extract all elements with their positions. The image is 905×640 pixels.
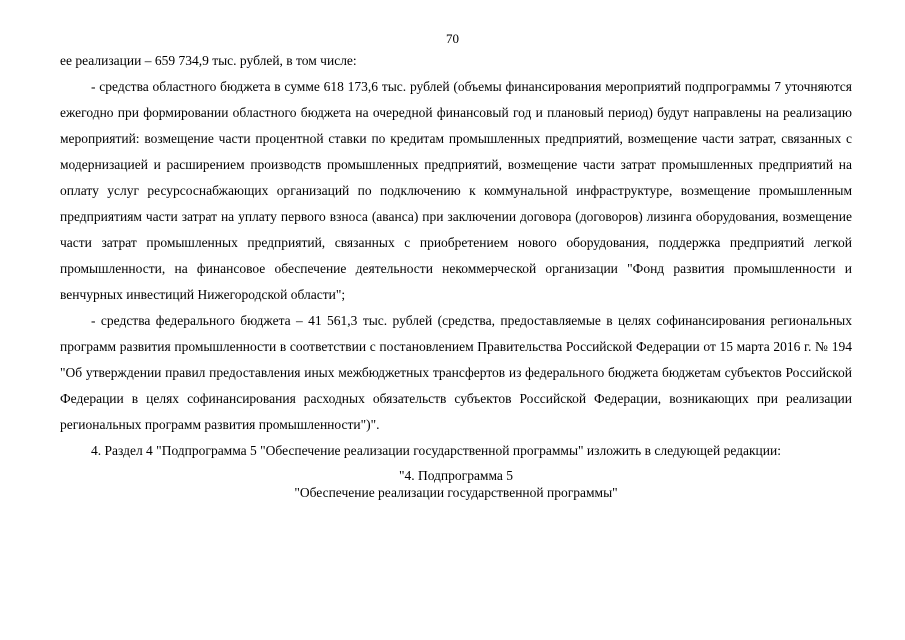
- subprogram-heading: [60, 467, 852, 501]
- paragraph-regional-budget: - средства областного бюджета в сумме 618 173,6 тыс. рублей (объемы финансирования мероприятий подпрограммы 7 уточняются ежегодно при формировании областного бюджета на очередной финансовый год и плановый период) будут направлены на реализацию мероприятий: возмещение части процентной ставки по кредитам промышленных предприятий, возмещение части затрат, связанных с модернизацией и расширением производств промышленных предприятий, возмещение части затрат промышленных предприятий на оплату услуг ресурсоснабжающих организаций по подключению к коммунальной инфраструктуре, возмещение промышленным предприятиям части затрат на уплату первого взноса (аванса) при заключении договора (договоров) лизинга оборудования, возмещение части затрат промышленных предприятий, связанных с приобретением нового оборудования, поддержка предприятий легкой промышленности, на финансовое обеспечение деятельности некоммерческой организации "Фонд развития промышленности и венчурных инвестиций Нижегородской области";: [60, 79, 852, 302]
- subprogram-heading-line2: "Обеспечение реализации государственной программы": [294, 485, 618, 500]
- page-number: 70: [446, 31, 459, 46]
- subprogram-heading-line1: "4. Подпрограмма 5: [398, 468, 514, 483]
- paragraph-federal-budget: - средства федерального бюджета – 41 561,3 тыс. рублей (средства, предоставляемые в целях софинансирования региональных программ развития промышленности в соответствии с постановлением Правительства Российской Федерации от 15 марта 2016 г. № 194 "Об утверждении правил предоставления иных межбюджетных трансфертов из федерального бюджета бюджетам субъектов Российской Федерации в целях софинансирования расходных обязательств субъектов Российской Федерации, возникающих при реализации региональных программ развития промышленности")".: [60, 313, 852, 432]
- paragraph-continuation: ее реализации – 659 734,9 тыс. рублей, в том числе:: [60, 53, 357, 68]
- paragraph-section-4: 4. Раздел 4 "Подпрограмма 5 "Обеспечение реализации государственной программы" изложить в следующей редакции:: [91, 443, 781, 458]
- document-body: [60, 48, 852, 501]
